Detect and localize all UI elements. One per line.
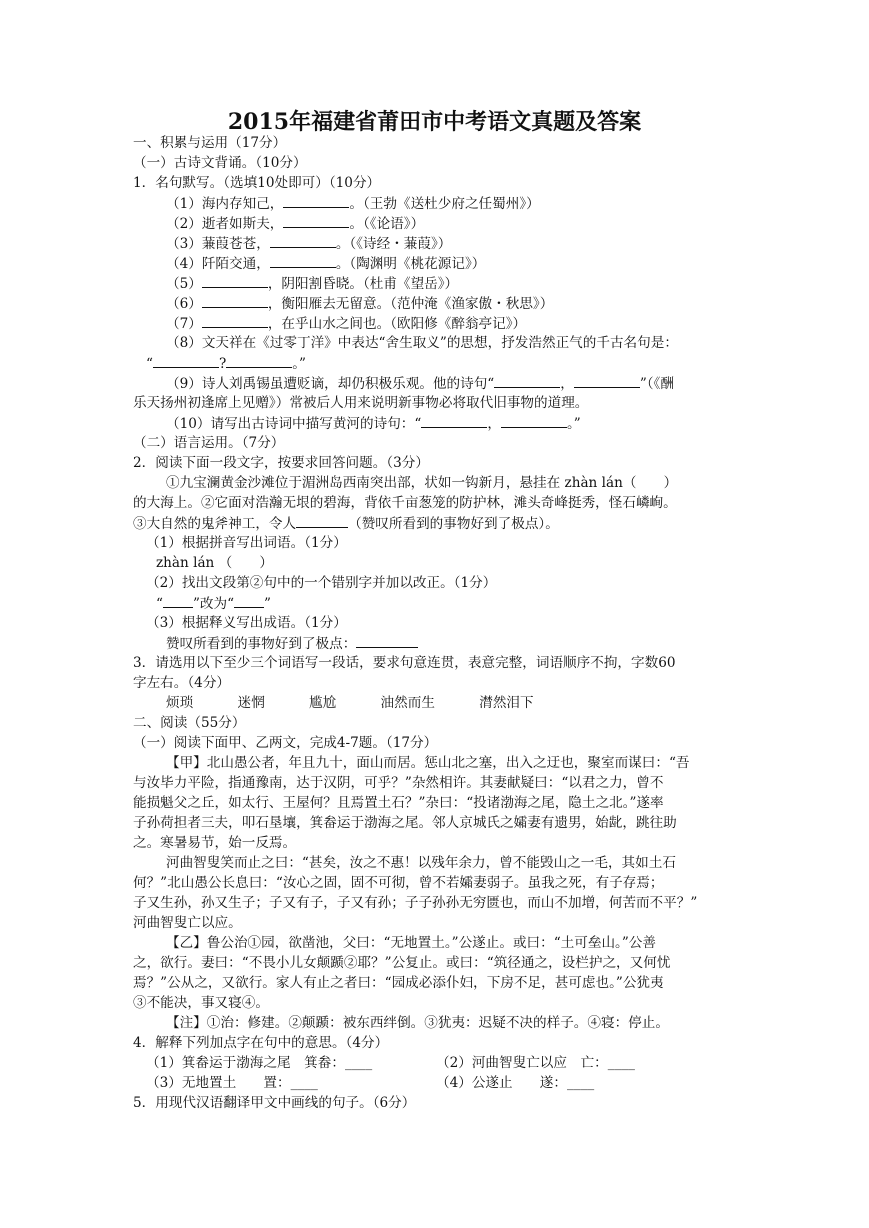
answer-blank bbox=[153, 353, 219, 368]
word-list bbox=[166, 693, 574, 713]
word-item: 烦琐 bbox=[166, 695, 194, 711]
item-10: （10）请写出古诗词中描写黄河的诗句：“ ， 。” bbox=[166, 413, 581, 434]
answer-blank bbox=[202, 293, 268, 308]
sub-question: （2）找出文段第②句中的一个错别字并加以改正。（1分） bbox=[146, 575, 497, 591]
answer-blank bbox=[296, 513, 348, 528]
answer-blank bbox=[202, 313, 268, 328]
passage-line: 与汝毕力平险，指通豫南，达于汉阴，可乎？”杂然相许。其妻献疑曰：“以君之力，曾不 bbox=[133, 775, 664, 791]
word-item: 尴尬 bbox=[309, 695, 337, 711]
answer-blank bbox=[494, 373, 560, 388]
answer-blank bbox=[283, 193, 349, 208]
answer-blank bbox=[574, 373, 640, 388]
item-9: （9）诗人刘禹锡虽遭贬谪，却仍积极乐观。他的诗句“ ， ”（《酬 bbox=[166, 373, 674, 394]
item-5: （5） ，阴阳割昏晓。（杜甫《望岳》） bbox=[166, 273, 458, 294]
answer-blank bbox=[226, 353, 292, 368]
sub-question: （1）箕畚运于渤海之尾 箕畚：____ bbox=[146, 1055, 373, 1071]
sub-question: （4）公遂止 遂：____ bbox=[436, 1075, 595, 1091]
item-3: （3）蒹葭苍苍， 。（《诗经・蒹葭》） bbox=[166, 233, 451, 254]
question-1: 1．名句默写。（选填10处即可）（10分） bbox=[133, 175, 381, 191]
subsection-heading: （一）阅读下面甲、乙两文，完成4-7题。（17分） bbox=[133, 735, 438, 751]
question-2: 2．阅读下面一段文字，按要求回答问题。（3分） bbox=[133, 455, 429, 471]
idiom-prompt: 赞叹所看到的事物好到了极点： bbox=[166, 633, 418, 654]
passage-line: 【乙】鲁公治①园，欲凿池，父曰：“无地置土。”公遂止。或曰：“土可垒山。”公善 bbox=[166, 935, 656, 951]
section-heading: 一、积累与运用（17分） bbox=[133, 135, 287, 151]
item-8: （8）文天祥在《过零丁洋》中表达“舍生取义”的思想，抒发浩然正气的千古名句是： bbox=[166, 335, 678, 351]
item-9-continued: 乐天扬州初逢席上见赠》）常被后人用来说明新事物必将取代旧事物的道理。 bbox=[133, 395, 589, 411]
sub-question: （1）根据拼音写出词语。（1分） bbox=[146, 535, 347, 551]
answer-blank bbox=[501, 413, 567, 428]
annotation-note: 【注】①治：修建。②颠踬：被东西绊倒。③犹夷：迟疑不决的样子。④寝：停止。 bbox=[166, 1015, 669, 1031]
word-item: 迷惘 bbox=[237, 695, 265, 711]
answer-blank bbox=[270, 233, 336, 248]
answer-blank bbox=[270, 253, 336, 268]
correction-prompt: “ ”改为“ ” bbox=[156, 593, 271, 614]
subsection-heading: （一）古诗文背诵。（10分） bbox=[133, 155, 307, 171]
answer-blank bbox=[356, 633, 418, 648]
passage-line: 的大海上。②它面对浩瀚无垠的碧海，背依千亩葱笼的防护林，滩头奇峰挺秀，怪石嶙峋。 bbox=[133, 495, 677, 511]
question-5: 5．用现代汉语翻译甲文中画线的句子。（6分） bbox=[133, 1095, 416, 1111]
answer-blank bbox=[202, 273, 268, 288]
sub-question: （3）根据释义写出成语。（1分） bbox=[146, 615, 347, 631]
pinyin-prompt: zhàn lán （ ） bbox=[156, 555, 274, 571]
passage-line: 何？”北山愚公长息曰：“汝心之固，固不可彻，曾不若孀妻弱子。虽我之死，有子存焉； bbox=[133, 875, 664, 891]
item-8-answer: “ ? 。” bbox=[146, 353, 306, 374]
passage-line: 能损魁父之丘，如太行、王屋何？且焉置土石？”杂曰：“投诸渤海之尾，隐土之北。”遂率 bbox=[133, 795, 664, 811]
passage-line: 子孙荷担者三夫，叩石垦壤，箕畚运于渤海之尾。邻人京城氏之孀妻有遗男，始龀，跳往助 bbox=[133, 815, 677, 831]
question-3-continued: 字左右。（4分） bbox=[133, 675, 231, 691]
passage-line: 之，欲行。妻曰：“不畏小儿女颠踬②耶？”公复止。或曰：“筑径通之，设栏护之，又何忧 bbox=[133, 955, 671, 971]
item-7: （7） ，在乎山水之间也。（欧阳修《醉翁亭记》） bbox=[166, 313, 526, 334]
passage-line: 河曲智叟亡以应。 bbox=[133, 915, 242, 931]
word-item: 油然而生 bbox=[380, 695, 435, 711]
sub-question: （3）无地置土 置：____ bbox=[146, 1075, 318, 1091]
answer-blank bbox=[163, 593, 193, 608]
passage-line: 之。寒暑易节，始一反焉。 bbox=[133, 835, 297, 851]
item-2: （2）逝者如斯夫， 。（《论语》） bbox=[166, 213, 424, 234]
passage-line: ③不能决，事又寝④。 bbox=[133, 995, 269, 1011]
document-title: 2015年福建省莆田市中考语文真题及答案 bbox=[227, 109, 642, 135]
item-4: （4）阡陌交通， 。（陶渊明《桃花源记》） bbox=[166, 253, 485, 274]
section-heading: 二、阅读（55分） bbox=[133, 715, 246, 731]
passage-line: 【甲】北山愚公者，年且九十，面山而居。惩山北之塞，出入之迂也，聚室而谋曰：“吾 bbox=[166, 755, 690, 771]
passage-line: ③大自然的鬼斧神工，令人 （赞叹所看到的事物好到了极点）。 bbox=[133, 513, 559, 534]
question-3: 3．请选用以下至少三个词语写一段话，要求句意连贯，表意完整，词语顺序不拘，字数60 bbox=[133, 655, 676, 671]
answer-blank bbox=[421, 413, 487, 428]
question-4: 4．解释下列加点字在句中的意思。（4分） bbox=[133, 1035, 389, 1051]
subsection-heading: （二）语言运用。（7分） bbox=[133, 435, 285, 451]
passage-line: 河曲智叟笑而止之曰：“甚矣，汝之不惠！以残年余力，曾不能毁山之一毛，其如土石 bbox=[166, 855, 676, 871]
word-item: 潸然泪下 bbox=[479, 695, 534, 711]
passage-line: 子又生孙，孙又生子；子又有子，子又有孙；子子孙孙无穷匮也，而山不加增，何苦而不平？” bbox=[133, 895, 698, 911]
item-1: （1）海内存知己， 。（王勃《送杜少府之任蜀州》） bbox=[166, 193, 540, 214]
answer-blank bbox=[234, 593, 264, 608]
sub-question: （2）河曲智叟亡以应 亡：____ bbox=[436, 1055, 635, 1071]
passage-line: 焉？”公从之，又欲行。家人有止之者曰：“园成必添仆妇，下房不足，甚可虑也。”公犹夷 bbox=[133, 975, 664, 991]
answer-blank bbox=[283, 213, 349, 228]
item-6: （6） ，衡阳雁去无留意。（范仲淹《渔家傲・秋思》） bbox=[166, 293, 553, 314]
passage-line: ①九宝澜黄金沙滩位于湄洲岛西南突出部，状如一钩新月，悬挂在 zhàn lán（ ） bbox=[166, 475, 678, 491]
